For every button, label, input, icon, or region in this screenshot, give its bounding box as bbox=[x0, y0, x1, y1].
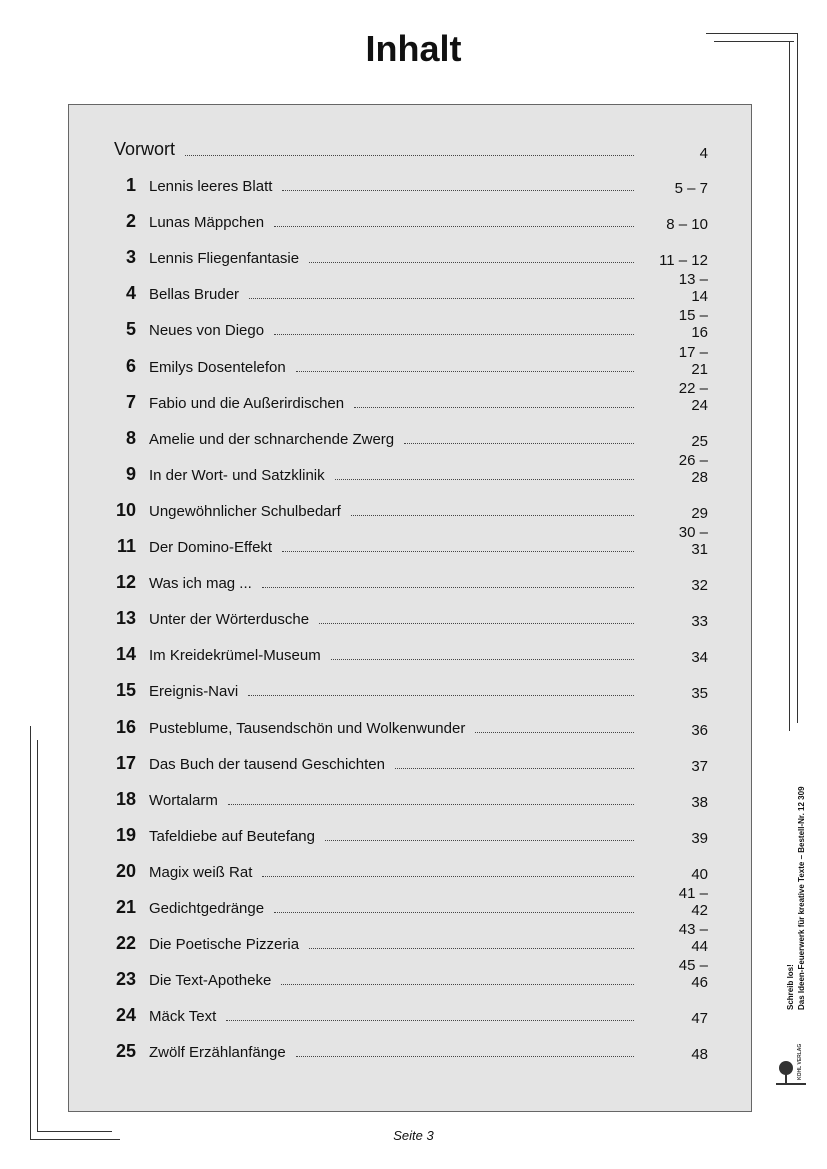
toc-entry-number: 8 bbox=[125, 428, 136, 448]
toc-entry-pages: 48 bbox=[691, 1046, 708, 1063]
toc-entry-title: Pusteblume, Tausendschön und Wolkenwunder bbox=[149, 720, 466, 737]
toc-entry-title: Emilys Dosentelefon bbox=[149, 359, 286, 376]
toc-entry[interactable] bbox=[114, 496, 708, 522]
sidebar-line-1: Schreib los! bbox=[786, 964, 795, 1010]
toc-entry[interactable] bbox=[114, 307, 708, 341]
leader-dots bbox=[309, 262, 634, 263]
toc-entry[interactable] bbox=[114, 524, 708, 558]
toc-entry[interactable] bbox=[114, 1037, 708, 1063]
toc-entry-pages: 32 bbox=[691, 577, 708, 594]
toc-entry-pages: 47 bbox=[691, 1010, 708, 1027]
toc-entry-title: Das Buch der tausend Geschichten bbox=[149, 756, 385, 773]
toc-entry-title: Bellas Bruder bbox=[149, 286, 240, 303]
toc-entry-title: Unter der Wörterdusche bbox=[149, 611, 310, 628]
toc-entry-number: 25 bbox=[115, 1041, 136, 1061]
toc-preface[interactable] bbox=[114, 136, 708, 162]
leader-dots bbox=[319, 623, 634, 624]
toc-entry-pages: 25 bbox=[691, 433, 708, 450]
toc-entry[interactable] bbox=[114, 857, 708, 883]
toc-entry-pages: 15 – 16 bbox=[678, 307, 708, 341]
leader-dots bbox=[226, 1020, 634, 1021]
corner-line-bottom-v1 bbox=[30, 726, 31, 1140]
toc-entry-number: 20 bbox=[115, 861, 136, 881]
toc-entry[interactable] bbox=[114, 344, 708, 378]
toc-entry-number: 15 bbox=[115, 680, 136, 700]
toc-entry-pages: 26 – 28 bbox=[678, 452, 708, 486]
corner-line-top-h1 bbox=[706, 33, 798, 34]
toc-entry-number: 13 bbox=[115, 608, 136, 628]
leader-dots bbox=[404, 443, 634, 444]
leader-dots bbox=[262, 587, 634, 588]
toc-entry[interactable] bbox=[114, 957, 708, 991]
toc-entry-pages: 41 – 42 bbox=[678, 885, 708, 919]
toc-entry[interactable] bbox=[114, 749, 708, 775]
toc-entry-pages: 33 bbox=[691, 613, 708, 630]
toc-entry-pages: 8 – 10 bbox=[666, 216, 708, 233]
toc-entry-title: Die Poetische Pizzeria bbox=[149, 936, 300, 953]
toc-entry-number: 5 bbox=[125, 319, 136, 339]
toc-entry[interactable] bbox=[114, 380, 708, 414]
corner-line-top-h2 bbox=[714, 41, 794, 42]
toc-preface-pages: 4 bbox=[699, 145, 708, 162]
toc-entry-number: 24 bbox=[115, 1005, 136, 1025]
toc-entry-pages: 37 bbox=[691, 758, 708, 775]
toc-entry-title: Der Domino-Effekt bbox=[149, 539, 273, 556]
toc-entry[interactable] bbox=[114, 452, 708, 486]
toc-entry-title: Gedichtgedränge bbox=[149, 900, 265, 917]
leader-dots bbox=[281, 984, 634, 985]
toc-entry-pages: 29 bbox=[691, 505, 708, 522]
toc-entry[interactable] bbox=[114, 885, 708, 919]
toc-entry-number: 18 bbox=[115, 789, 136, 809]
toc-entry-title: Wortalarm bbox=[149, 792, 218, 809]
toc-entry-pages: 5 – 7 bbox=[674, 180, 708, 197]
leader-dots bbox=[309, 948, 634, 949]
toc-entry-title: Amelie und der schnarchende Zwerg bbox=[149, 431, 395, 448]
corner-line-bottom-v2 bbox=[37, 740, 38, 1132]
leader-dots bbox=[185, 155, 634, 156]
leader-dots bbox=[274, 912, 634, 913]
toc-entry-number: 11 bbox=[116, 536, 136, 556]
toc-entry-title: Magix weiß Rat bbox=[149, 864, 253, 881]
toc-entry-pages: 35 bbox=[691, 685, 708, 702]
toc-entry-pages: 36 bbox=[691, 722, 708, 739]
page-title: Inhalt bbox=[365, 28, 462, 69]
toc-entry-number: 12 bbox=[115, 572, 136, 592]
sidebar-line-2: Das Ideen-Feuerwerk für kreative Texte – Bestell-Nr. 12 309 bbox=[797, 786, 806, 1010]
logo-text: KOHL VERLAG bbox=[797, 1043, 803, 1080]
toc-entry-title: Tafeldiebe auf Beutefang bbox=[149, 828, 315, 845]
leader-dots bbox=[325, 840, 634, 841]
leader-dots bbox=[228, 804, 634, 805]
toc-entry[interactable] bbox=[114, 243, 708, 269]
toc-entry-number: 22 bbox=[115, 933, 136, 953]
leader-dots bbox=[274, 226, 634, 227]
toc-entry-number: 6 bbox=[125, 356, 136, 376]
toc-entry-pages: 38 bbox=[691, 794, 708, 811]
toc-entry-title: Mäck Text bbox=[149, 1008, 217, 1025]
toc-entry[interactable] bbox=[114, 424, 708, 450]
toc-entry-number: 17 bbox=[115, 753, 136, 773]
toc-entry[interactable] bbox=[114, 785, 708, 811]
toc-entry-number: 1 bbox=[125, 175, 136, 195]
leader-dots bbox=[282, 551, 634, 552]
toc-entry-title: Die Text-Apotheke bbox=[149, 972, 272, 989]
toc-entry-title: Lennis Fliegenfantasie bbox=[149, 250, 300, 267]
toc-entry[interactable] bbox=[114, 568, 708, 594]
leader-dots bbox=[274, 334, 634, 335]
toc-entry[interactable] bbox=[114, 1001, 708, 1027]
toc-entry[interactable] bbox=[114, 640, 708, 666]
leader-dots bbox=[335, 479, 634, 480]
leader-dots bbox=[331, 659, 634, 660]
toc-entry-pages: 30 – 31 bbox=[678, 524, 708, 558]
toc-entry-pages: 11 – 12 bbox=[659, 252, 708, 269]
toc-entry[interactable] bbox=[114, 207, 708, 233]
toc-entry-pages: 22 – 24 bbox=[678, 380, 708, 414]
toc-entry-title: Lunas Mäppchen bbox=[149, 214, 265, 231]
toc-entry-title: Ungewöhnlicher Schulbedarf bbox=[149, 503, 341, 520]
toc-entry-pages: 39 bbox=[691, 830, 708, 847]
toc-entry-pages: 43 – 44 bbox=[678, 921, 708, 955]
toc-entry-title: Lennis leeres Blatt bbox=[149, 178, 273, 195]
leader-dots bbox=[475, 732, 634, 733]
toc-entry[interactable] bbox=[114, 713, 708, 739]
toc-entry[interactable] bbox=[114, 921, 708, 955]
leader-dots bbox=[249, 298, 634, 299]
leader-dots bbox=[354, 407, 634, 408]
leader-dots bbox=[351, 515, 634, 516]
toc-entry-number: 14 bbox=[115, 644, 136, 664]
toc-entry[interactable] bbox=[114, 271, 708, 305]
toc-entry-number: 9 bbox=[125, 464, 136, 484]
toc-entry-number: 16 bbox=[115, 717, 136, 737]
leader-dots bbox=[395, 768, 634, 769]
corner-line-top-v1 bbox=[797, 33, 798, 723]
toc-entry-pages: 34 bbox=[691, 649, 708, 666]
toc-entry-number: 7 bbox=[125, 392, 136, 412]
toc-entry-number: 23 bbox=[115, 969, 136, 989]
toc-entry[interactable] bbox=[114, 171, 708, 197]
toc-entry-number: 3 bbox=[125, 247, 136, 267]
toc-entry-title: Zwölf Erzählanfänge bbox=[149, 1044, 286, 1061]
toc-entry-title: In der Wort- und Satzklinik bbox=[149, 467, 325, 484]
leader-dots bbox=[282, 190, 634, 191]
toc-entry-title: Was ich mag ... bbox=[149, 575, 252, 592]
toc-entry-title: Im Kreidekrümel-Museum bbox=[149, 647, 321, 664]
toc-entry-number: 4 bbox=[125, 283, 136, 303]
toc-entry[interactable] bbox=[114, 604, 708, 630]
toc-entry-pages: 40 bbox=[691, 866, 708, 883]
corner-line-top-v2 bbox=[789, 41, 790, 731]
toc-entry-title: Fabio und die Außerirdischen bbox=[149, 395, 345, 412]
leader-dots bbox=[262, 876, 634, 877]
toc-entry-pages: 45 – 46 bbox=[678, 957, 708, 991]
toc-entry[interactable] bbox=[114, 676, 708, 702]
toc-entry-number: 19 bbox=[115, 825, 136, 845]
leader-dots bbox=[296, 371, 634, 372]
toc-entry-number: 10 bbox=[115, 500, 136, 520]
leader-dots bbox=[248, 695, 634, 696]
toc-entry-number: 21 bbox=[115, 897, 136, 917]
toc-entry-title: Neues von Diego bbox=[149, 322, 265, 339]
publisher-logo bbox=[774, 1040, 808, 1090]
toc-entry-number: 2 bbox=[125, 211, 136, 231]
leader-dots bbox=[296, 1056, 634, 1057]
toc-entry[interactable] bbox=[114, 821, 708, 847]
page-number: Seite 3 bbox=[393, 1128, 434, 1143]
toc-entry-pages: 17 – 21 bbox=[678, 344, 708, 378]
toc-preface-title: Vorwort bbox=[114, 139, 176, 159]
toc-entry-title: Ereignis-Navi bbox=[149, 683, 239, 700]
toc-entry-pages: 13 – 14 bbox=[678, 271, 708, 305]
